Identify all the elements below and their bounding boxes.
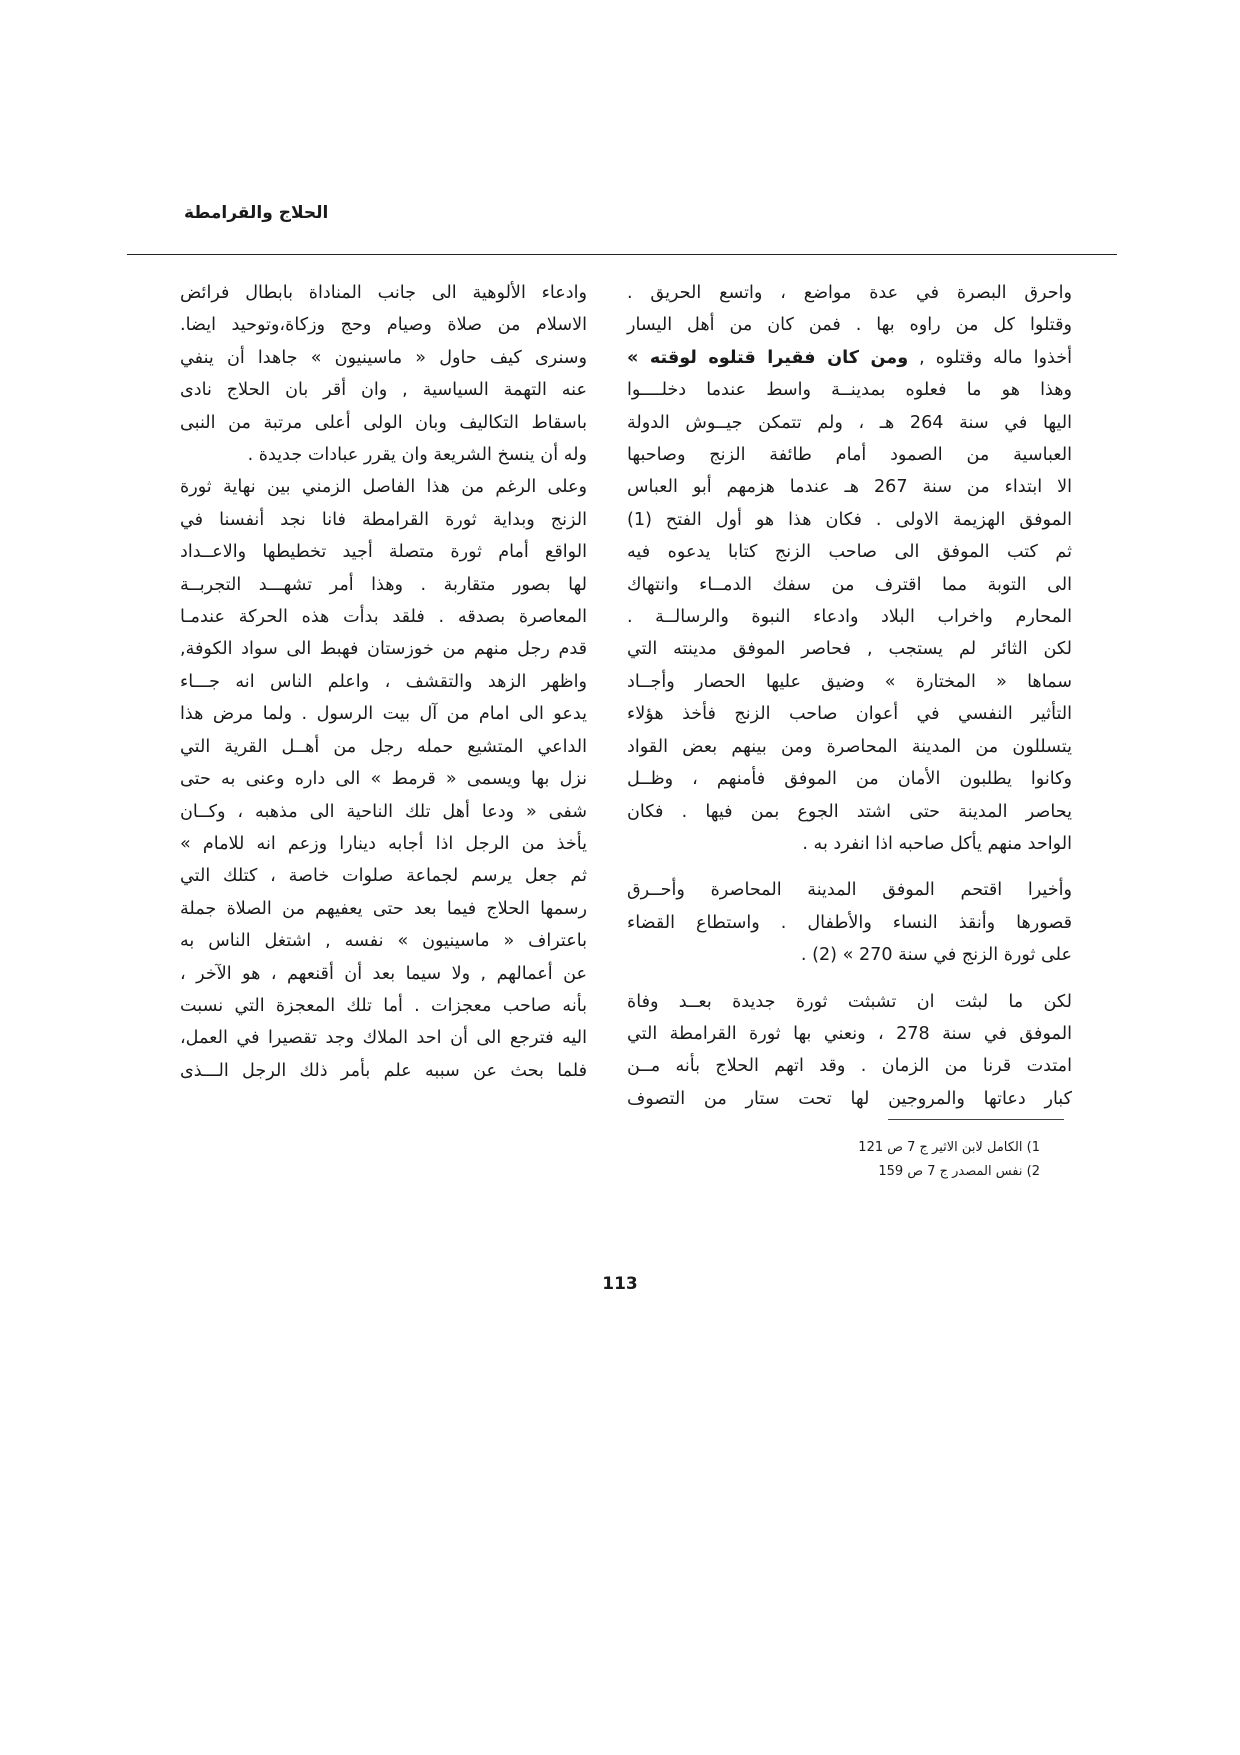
- text-line: امتدت قرنا من الزمان . وقد اتهم الحلاج بأنه مــن: [627, 1056, 1072, 1077]
- text-line: على ثورة الزنج في سنة 270 » (2) .: [800, 945, 1072, 966]
- text-line: رسمها الحلاج فيما بعد حتى يعفيهم من الصلاة جملة: [180, 898, 587, 919]
- footnote-rule: [888, 1119, 1064, 1120]
- text-line: شفى « ودعا أهل تلك الناحية الى مذهبه ، وكــان: [180, 801, 587, 822]
- text-line: يحاصر المدينة حتى اشتد الجوع بمن فيها . فكان: [627, 801, 1072, 822]
- text-line: باسقاط التكاليف وبان الولى أعلى مرتبة من النبى: [180, 412, 587, 433]
- text-line: التأثير النفسي في أعوان صاحب الزنج فأخذ هؤلاء: [627, 704, 1072, 725]
- text-line: عن أعمالهم , ولا سيما بعد أن أقنعهم ، هو الآخر ،: [180, 963, 587, 984]
- text-line: وكانوا يطلبون الأمان من الموفق فأمنهم ، وظــل: [627, 769, 1072, 790]
- text-line: وسنرى كيف حاول « ماسينيون » جاهدا أن ينفي: [180, 347, 587, 368]
- text-line: الواحد منهم يأكل صاحبه اذا انفرد به .: [802, 833, 1072, 854]
- text-line: الموفق الهزيمة الاولى . فكان هذا هو أول الفتح (1): [627, 509, 1072, 530]
- text-line: ثم جعل يرسم لجماعة صلوات خاصة ، كتلك التي: [180, 866, 587, 887]
- text-line: وعلى الرغم من هذا الفاصل الزمني بين نهاية ثورة: [180, 477, 587, 498]
- text-line: واظهر الزهد والتقشف ، واعلم الناس انه جـــاء: [180, 671, 587, 692]
- text-line: الواقع أمام ثورة متصلة أجيد تخطيطها والاعــداد: [180, 542, 587, 563]
- text-line: كبار دعاتها والمروجين لها تحت ستار من التصوف: [627, 1088, 1072, 1109]
- text-line: وقتلوا كل من راوه بها . فمن كان من أهل اليسار: [627, 315, 1072, 336]
- text-line: الى التوبة مما اقترف من سفك الدمــاء وانتهاك: [627, 574, 1072, 595]
- right-column: [627, 277, 1072, 1115]
- footnote-2: 2) نفس المصدر ج 7 ص 159: [878, 1164, 1040, 1179]
- text-line: اليها في سنة 264 هـ ، ولم تتمكن جيــوش الدولة: [627, 412, 1072, 433]
- text-line: سماها « المختارة » وضيق عليها الحصار وأجــاد: [627, 671, 1072, 692]
- text-line: يدعو الى امام من آل بيت الرسول . ولما مرض هذا: [180, 704, 587, 725]
- footnote-1: 1) الكامل لابن الاثير ج 7 ص 121: [858, 1140, 1040, 1155]
- text-line: ثم كتب الموفق الى صاحب الزنج كتابا يدعوه فيه: [627, 542, 1072, 563]
- paragraph-gap: [627, 860, 1072, 874]
- text-line: فلما بحث عن سببه علم بأمر ذلك الرجل الـــذى: [180, 1060, 587, 1081]
- text-line: المعاصرة بصدقه . فلقد بدأت هذه الحركة عندمـا: [180, 607, 587, 628]
- text-line: الداعي المتشيع حمله رجل من أهــل القرية التي: [180, 736, 587, 757]
- text-line: اليه فترجع الى أن احد الملاك وجد تقصيرا في العمل،: [180, 1028, 587, 1049]
- text-line: وادعاء الألوهية الى جانب المناداة بابطال فرائض: [180, 283, 587, 303]
- text-run: أخذوا ماله وقتلوه ,: [919, 347, 1073, 368]
- text-line: الموفق في سنة 278 ، ونعني بها ثورة القرامطة التي: [627, 1023, 1072, 1044]
- text-line: وهذا هو ما فعلوه بمدينــة واسط عندما دخلــــوا: [627, 380, 1072, 401]
- left-column: [180, 277, 587, 1087]
- text-line: بأنه صاحب معجزات . أما تلك المعجزة التي نسبت: [180, 995, 587, 1016]
- text-line: لكن ما لبثت ان تشبثت ثورة جديدة بعــد وفاة: [627, 991, 1072, 1012]
- text-line: واحرق البصرة في عدة مواضع ، واتسع الحريق .: [627, 283, 1072, 303]
- text-line: وله أن ينسخ الشريعة وان يقرر عبادات جديدة .: [247, 445, 587, 466]
- text-line: قدم رجل منهم من خوزستان فهبط الى سواد الكوفة,: [180, 639, 587, 660]
- text-line: باعتراف « ماسينيون » نفسه , اشتغل الناس به: [180, 931, 587, 952]
- running-head: الحلاج والقرامطة: [184, 203, 329, 223]
- text-line: العباسية من الصمود أمام طائفة الزنج وصاحبها: [627, 445, 1072, 466]
- text-line: المحارم واخراب البلاد وادعاء النبوة والرسالــة .: [627, 607, 1072, 628]
- text-line: يأخذ من الرجل اذا أجابه دينارا وزعم انه للامام »: [180, 833, 587, 854]
- text-line: لكن الثائر لم يستجب , فحاصر الموفق مدينته التي: [627, 639, 1072, 660]
- text-line: يتسللون من المدينة المحاصرة ومن بينهم بعض القواد: [627, 736, 1072, 757]
- header-rule: [127, 254, 1117, 255]
- footnotes: [820, 1136, 1040, 1184]
- page-number: 113: [602, 1274, 638, 1294]
- text-line: قصورها وأنقذ النساء والأطفال . واستطاع القضاء: [627, 912, 1072, 933]
- text-line: عنه التهمة السياسية , وان أقر بان الحلاج نادى: [180, 380, 587, 401]
- text-line: الاسلام من صلاة وصيام وحج وزكاة،وتوحيد ايضا.: [180, 315, 587, 336]
- paragraph-gap: [627, 972, 1072, 986]
- text-line: وأخيرا اقتحم الموفق المدينة المحاصرة وأحــرق: [627, 880, 1072, 901]
- text-line: لها بصور متقاربة . وهذا أمر تشهـــد التجربــة: [180, 574, 587, 595]
- text-line: [627, 342, 1072, 374]
- bold-quote: ومن كان فقيرا قتلوه لوقته »: [627, 347, 909, 368]
- text-line: الزنج وبداية ثورة القرامطة فانا نجد أنفسنا في: [180, 509, 587, 530]
- text-line: الا ابتداء من سنة 267 هـ عندما هزمهم أبو العباس: [627, 477, 1072, 498]
- text-line: نزل بها ويسمى « قرمط » الى داره وعنى به حتى: [180, 769, 587, 790]
